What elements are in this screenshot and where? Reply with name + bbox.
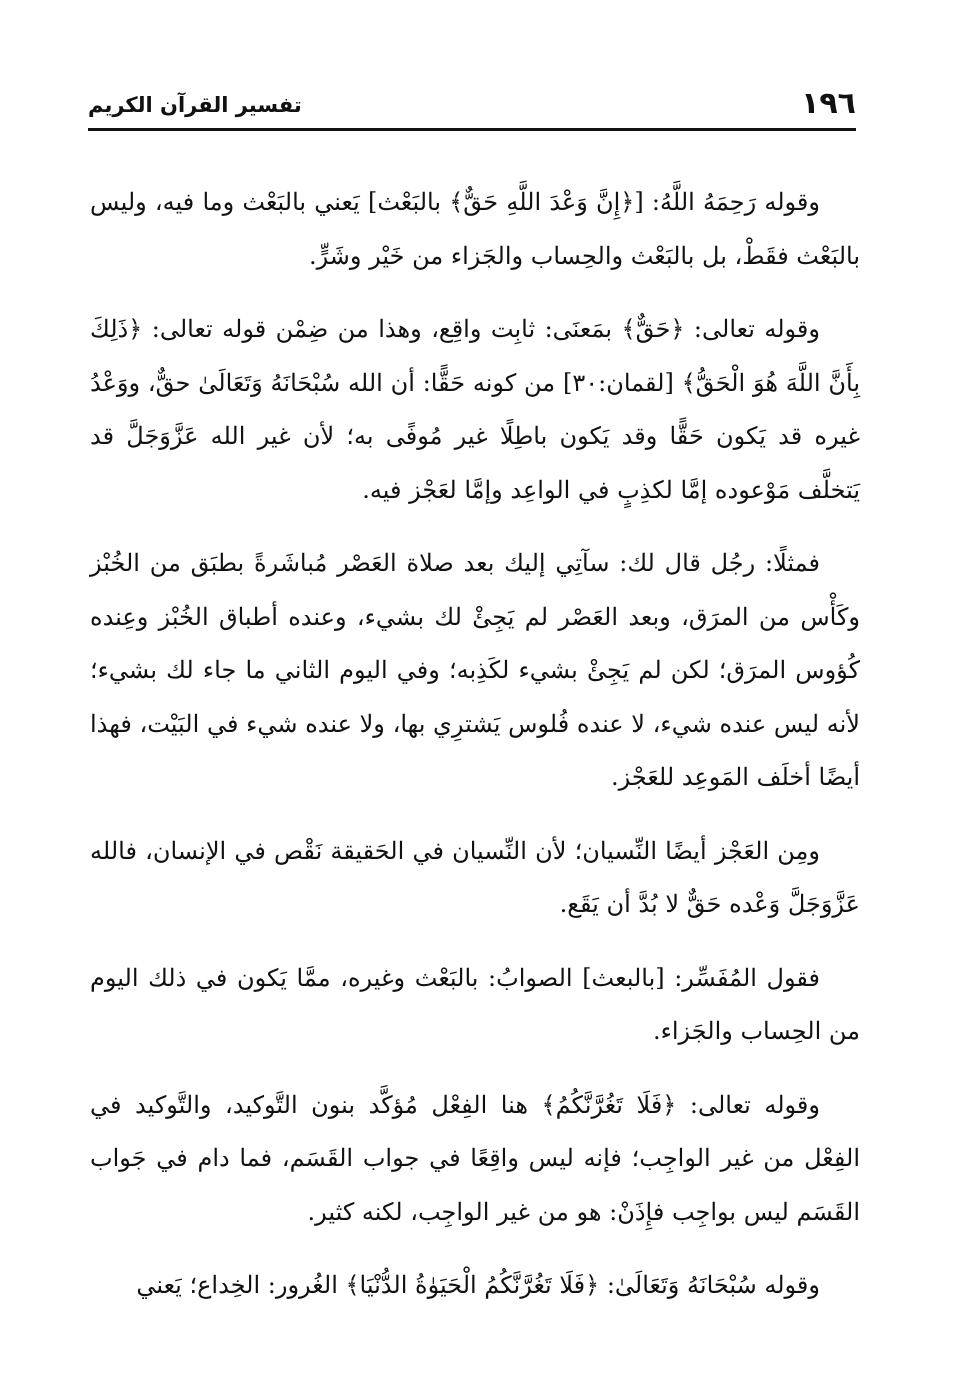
book-title: تفسير القرآن الكريم bbox=[88, 93, 302, 117]
page-header bbox=[88, 84, 856, 130]
paragraph-7: وقوله سُبْحَانَهُ وَتَعَالَىٰ: ﴿فَلَا تَغُرَّنَّكُمُ الْحَيَوٰةُ الدُّنْيَا﴾ الغُرور: الخِداع؛ يَعني bbox=[136, 1271, 820, 1299]
paragraph-5: فقول المُفَسِّر: [بالبعث] الصوابُ: بالبَعْث وغيره، ممَّا يَكون في ذلك اليوم من الحِساب والجَزاء. bbox=[90, 963, 860, 1045]
header-divider bbox=[88, 128, 856, 131]
paragraph-2: وقوله تعالى: ﴿حَقٌّ﴾ بمَعنَى: ثابِت واقِع، وهذا من ضِمْن قوله تعالى: ﴿ذَلِكَ بِأَنَّ اللَّهَ هُوَ الْحَقُّ﴾ [لقمان:٣٠] من كونه حَقًّا: أن الله سُبْحَانَهُ وَتَعَالَىٰ حقٌّ، ووَعْدُ غيره قد يَكون حَقًّا وقد يَكون باطِلًا غير مُوفًى به؛ لأن غير الله عَزَّوَجَلَّ قد يَتخلَّف مَوْعوده إمَّا لكذِبٍ في الواعِد وإمَّا لعَجْز فيه. bbox=[90, 315, 861, 504]
page-body bbox=[90, 176, 860, 1333]
page-number: ١٩٦ bbox=[801, 86, 856, 121]
paragraph-6: وقوله تعالى: ﴿فَلَا تَغُرَّنَّكُمُ﴾ هنا الفِعْل مُؤكَّد بنون التَّوكيد، والتَّوكيد في الفِعْل من غير الواجِب؛ فإنه ليس واقِعًا في جواب القَسَم، فما دام في جَواب القَسَم ليس بواجِب فإِذَنْ: هو من غير الواجِب، لكنه كثير. bbox=[90, 1090, 860, 1226]
paragraph-3: فمثلًا: رجُل قال لك: سآتِي إليك بعد صلاة العَصْر مُباشَرةً بطبَق من الخُبْز وكَأْس من المرَق، وبعد العَصْر لم يَجِئْ لك بشيء، وعنده أطباق الخُبْز وعِنده كُؤوس المرَق؛ لكن لم يَجِئْ بشيء لكَذِبه؛ وفي اليوم الثاني ما جاء لك بشيء؛ لأنه ليس عنده شيء، لا عنده فُلوس يَشترِي بها، ولا عنده شيء في البَيْت، فهذا أيضًا أخلَف المَوعِد للعَجْز. bbox=[90, 549, 860, 791]
paragraph-1: وقوله رَحِمَهُ اللَّهُ: [﴿إِنَّ وَعْدَ اللَّهِ حَقٌّ﴾ بالبَعْث] يَعني بالبَعْث وما فيه، وليس بالبَعْث فقَطْ، بل بالبَعْث والحِساب والجَزاء من خَيْر وشَرٍّ. bbox=[90, 188, 860, 270]
paragraph-4: ومِن العَجْز أيضًا النِّسيان؛ لأن النِّسيان في الحَقيقة نَقْص في الإنسان، فالله عَزَّوَجَلَّ وَعْده حَقٌّ لا بُدَّ أن يَقَع. bbox=[90, 836, 860, 918]
